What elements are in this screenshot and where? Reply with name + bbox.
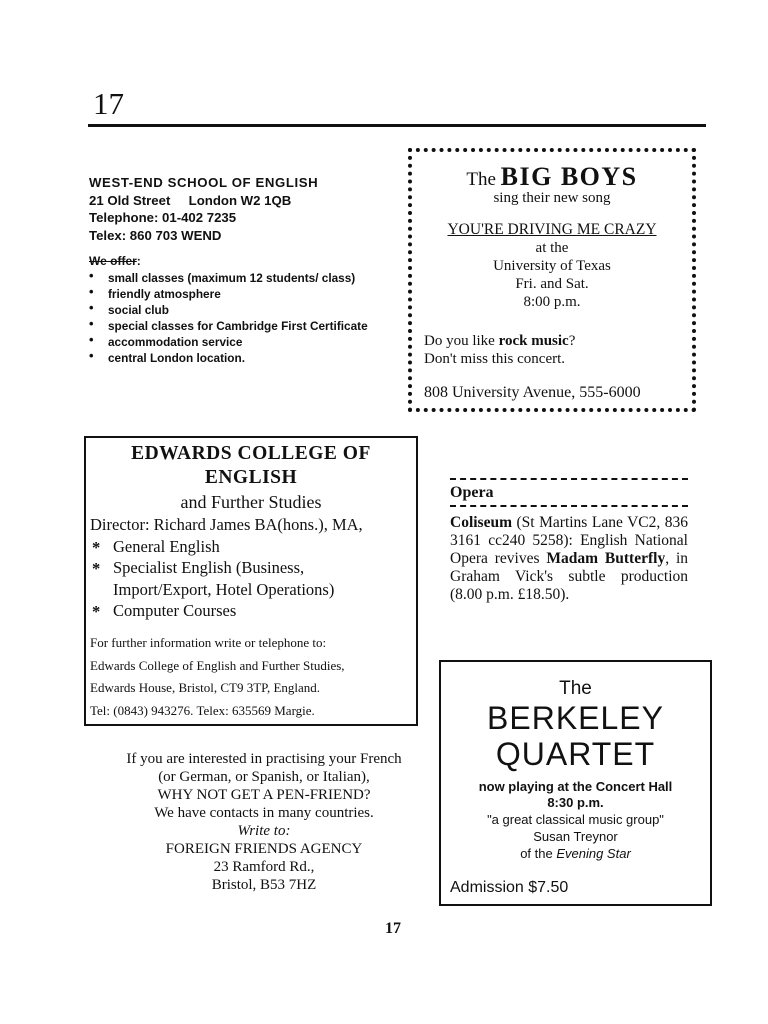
info-line: Edwards House, Bristol, CT9 3TP, England. bbox=[90, 680, 321, 696]
berkeley-the: The bbox=[559, 678, 592, 699]
question-post: ? bbox=[568, 333, 576, 349]
big-boys-address: 808 University Avenue, 555-6000 bbox=[424, 384, 641, 401]
opera-heading: Opera bbox=[450, 484, 494, 501]
time: 8:00 p.m. bbox=[523, 294, 581, 310]
at-the: at the bbox=[535, 240, 569, 256]
info-line: Tel: (0843) 943276. Telex: 635569 Margie. bbox=[90, 702, 315, 718]
list-item: * General English bbox=[86, 536, 416, 557]
info-line: Edwards College of English and Further Studies, bbox=[90, 657, 345, 673]
west-end-telex: Telex: 860 703 WEND bbox=[89, 227, 222, 243]
song-title: YOU'RE DRIVING ME CRAZY bbox=[447, 221, 657, 238]
dont-miss: Don't miss this concert. bbox=[424, 351, 566, 367]
question-bold: rock music bbox=[498, 333, 569, 349]
agency-street: 23 Ramford Rd., bbox=[213, 859, 315, 875]
edwards-subtitle: and Further Studies bbox=[180, 492, 322, 512]
pen-friend-line: (or German, or Spanish, or Italian), bbox=[158, 769, 370, 785]
pen-friend-line: WHY NOT GET A PEN-FRIEND? bbox=[157, 787, 371, 803]
quartet-name: QUARTET bbox=[495, 736, 656, 772]
opera-text: , in Graham Vick's subtle production (8.00 p.m. £18.50). bbox=[450, 550, 689, 603]
info-line: For further information write or telephone to: bbox=[90, 635, 327, 651]
edwards-contact-info bbox=[86, 632, 416, 722]
pen-friend-line: If you are interested in practising your French bbox=[126, 751, 402, 767]
critic-paper bbox=[441, 845, 710, 862]
edwards-title-line1: EDWARDS COLLEGE OF bbox=[131, 443, 371, 464]
edwards-college-ad bbox=[84, 436, 418, 726]
admission-price: Admission $7.50 bbox=[450, 879, 569, 896]
review-quote: "a great classical music group" bbox=[487, 812, 664, 827]
big-boys-headline bbox=[412, 162, 692, 191]
opera-listing bbox=[450, 478, 688, 604]
agency-city: Bristol, B53 7HZ bbox=[211, 877, 317, 893]
list-item: * Specialist English (Business, Import/Export, Hotel Operations) bbox=[86, 557, 363, 600]
paper-name: Evening Star bbox=[556, 846, 631, 861]
west-end-school-ad bbox=[89, 174, 389, 367]
of-the: of the bbox=[520, 846, 557, 861]
list-item: * Computer Courses bbox=[86, 600, 416, 621]
edwards-director: Director: Richard James BA(hons.), MA, bbox=[90, 515, 363, 534]
west-end-offer-heading bbox=[89, 254, 389, 269]
west-end-offer-list bbox=[89, 270, 389, 367]
page-number-top: 17 bbox=[93, 86, 124, 121]
days: Fri. and Sat. bbox=[515, 276, 589, 292]
berkeley-time: 8:30 p.m. bbox=[547, 795, 604, 810]
west-end-telephone: Telephone: 01-402 7235 bbox=[89, 210, 237, 225]
band-name: BIG BOYS bbox=[500, 162, 638, 191]
page-number-bottom: 17 bbox=[385, 920, 401, 937]
headline-the: The bbox=[466, 169, 496, 190]
opera-venue: Coliseum bbox=[450, 514, 512, 531]
rock-question bbox=[412, 332, 692, 350]
opera-work: Madam Butterfly bbox=[546, 550, 666, 567]
critic-name: Susan Treynor bbox=[533, 829, 618, 844]
list-item: • social club bbox=[89, 302, 389, 318]
offer-struck-text: We offer bbox=[89, 254, 137, 268]
list-item: • central London location. bbox=[89, 350, 389, 366]
edwards-course-list bbox=[86, 536, 416, 621]
big-boys-concert-ad bbox=[408, 148, 696, 412]
venue: University of Texas bbox=[493, 258, 611, 274]
pen-friend-line: We have contacts in many countries. bbox=[154, 805, 374, 821]
big-boys-subline: sing their new song bbox=[493, 190, 611, 206]
pen-friend-ad bbox=[88, 750, 440, 894]
now-playing: now playing at the Concert Hall bbox=[478, 779, 673, 794]
berkeley-name: BERKELEY bbox=[487, 700, 664, 736]
dashed-rule bbox=[450, 505, 688, 507]
write-to: Write to: bbox=[237, 823, 291, 839]
question-pre: Do you like bbox=[424, 333, 499, 349]
opera-body bbox=[450, 514, 688, 604]
header-rule bbox=[88, 124, 706, 127]
list-item: • special classes for Cambridge First Certificate bbox=[89, 318, 389, 334]
edwards-title-line2: ENGLISH bbox=[204, 467, 298, 488]
west-end-school-name: WEST-END SCHOOL OF ENGLISH bbox=[89, 175, 319, 190]
offer-colon: : bbox=[136, 254, 141, 268]
list-item: • small classes (maximum 12 students/ class) bbox=[89, 270, 389, 286]
west-end-address: 21 Old Street London W2 1QB bbox=[89, 192, 292, 208]
list-item: • accommodation service bbox=[89, 334, 389, 350]
list-item: • friendly atmosphere bbox=[89, 286, 389, 302]
opera-text: (St Martins Lane VC2, 836 3161 cc240 5258): English National Opera revives bbox=[450, 514, 688, 567]
agency-name: FOREIGN FRIENDS AGENCY bbox=[165, 841, 363, 857]
berkeley-quartet-ad bbox=[439, 660, 712, 906]
